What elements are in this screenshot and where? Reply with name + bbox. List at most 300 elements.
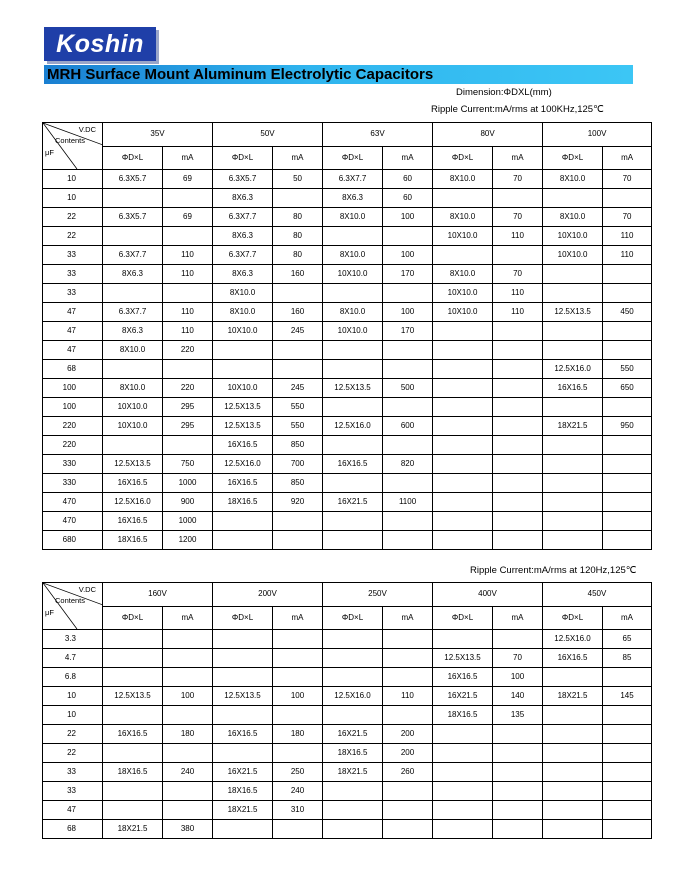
dimension-cell: 10X10.0 <box>103 398 163 417</box>
dimension-cell: 8X10.0 <box>103 341 163 360</box>
capacitance-cell: 4.7 <box>43 649 103 668</box>
capacitance-cell: 47 <box>43 322 103 341</box>
dimension-cell: 16X21.5 <box>323 725 383 744</box>
ripple-note-100khz: Ripple Current:mA/rms at 100KHz,125℃ <box>431 104 604 115</box>
ripple-cell: 450 <box>603 303 652 322</box>
ripple-cell: 110 <box>383 687 433 706</box>
ripple-cell: 200 <box>383 744 433 763</box>
table-row <box>43 322 652 341</box>
table-row <box>43 649 652 668</box>
dimension-subheader: ΦD×L <box>323 606 383 630</box>
ripple-cell: 240 <box>163 763 213 782</box>
dimension-cell <box>103 360 163 379</box>
dimension-cell <box>433 801 493 820</box>
ripple-cell: 110 <box>493 227 543 246</box>
dimension-cell <box>543 706 603 725</box>
ripple-cell <box>383 227 433 246</box>
ripple-cell <box>493 360 543 379</box>
ripple-cell: 920 <box>273 493 323 512</box>
dimension-cell: 16X16.5 <box>543 379 603 398</box>
dimension-cell: 8X6.3 <box>103 322 163 341</box>
dimension-cell: 16X16.5 <box>103 725 163 744</box>
corner-uf-label: μF <box>45 608 54 617</box>
ripple-cell: 70 <box>493 208 543 227</box>
ripple-cell <box>603 512 652 531</box>
ripple-cell: 70 <box>603 208 652 227</box>
dimension-subheader: ΦD×L <box>323 146 383 170</box>
dimension-cell <box>433 763 493 782</box>
ripple-cell: 70 <box>493 649 543 668</box>
capacitance-cell: 47 <box>43 801 103 820</box>
dimension-subheader: ΦD×L <box>103 146 163 170</box>
ripple-cell <box>493 782 543 801</box>
table-row <box>43 265 652 284</box>
dimension-cell: 16X16.5 <box>103 474 163 493</box>
dimension-cell <box>213 706 273 725</box>
ripple-cell: 145 <box>603 687 652 706</box>
dimension-cell: 18X21.5 <box>103 820 163 839</box>
dimension-cell: 10X10.0 <box>543 227 603 246</box>
ripple-cell <box>603 493 652 512</box>
ripple-cell: 260 <box>383 763 433 782</box>
dimension-subheader: ΦD×L <box>103 606 163 630</box>
ripple-subheader: mA <box>383 606 433 630</box>
ripple-cell <box>383 531 433 550</box>
table-row <box>43 284 652 303</box>
dimension-cell: 12.5X13.5 <box>213 687 273 706</box>
dimension-cell: 8X6.3 <box>103 265 163 284</box>
dimension-cell <box>103 782 163 801</box>
ripple-cell <box>493 474 543 493</box>
ripple-cell <box>603 744 652 763</box>
ripple-cell <box>493 455 543 474</box>
ripple-cell <box>273 649 323 668</box>
dimension-cell: 16X21.5 <box>323 493 383 512</box>
dimension-cell <box>433 744 493 763</box>
dimension-cell <box>103 744 163 763</box>
ripple-cell <box>603 801 652 820</box>
ripple-cell <box>383 801 433 820</box>
capacitance-cell: 33 <box>43 284 103 303</box>
corner-vdc-label: V.DC <box>78 585 96 594</box>
dimension-cell <box>213 820 273 839</box>
capacitance-cell: 10 <box>43 706 103 725</box>
ripple-cell: 180 <box>273 725 323 744</box>
table-row <box>43 531 652 550</box>
dimension-cell <box>213 360 273 379</box>
ripple-cell <box>273 744 323 763</box>
table-row <box>43 493 652 512</box>
dimension-cell <box>323 284 383 303</box>
dimension-cell: 18X16.5 <box>213 782 273 801</box>
ripple-cell: 295 <box>163 417 213 436</box>
page-title: MRH Surface Mount Aluminum Electrolytic Capacitors <box>47 66 434 83</box>
dimension-cell: 6.3X7.7 <box>103 303 163 322</box>
ripple-cell <box>603 531 652 550</box>
table-row <box>43 706 652 725</box>
ripple-subheader: mA <box>163 606 213 630</box>
ripple-cell <box>493 493 543 512</box>
ripple-cell: 135 <box>493 706 543 725</box>
dimension-cell: 8X10.0 <box>433 208 493 227</box>
capacitance-cell: 470 <box>43 512 103 531</box>
dimension-cell <box>323 782 383 801</box>
ripple-subheader: mA <box>273 606 323 630</box>
ripple-cell <box>163 227 213 246</box>
dimension-cell <box>543 801 603 820</box>
table-row <box>43 189 652 208</box>
ripple-cell: 380 <box>163 820 213 839</box>
ripple-subheader: mA <box>603 606 652 630</box>
ripple-cell <box>163 668 213 687</box>
ripple-cell: 200 <box>383 725 433 744</box>
ripple-cell <box>493 341 543 360</box>
dimension-cell: 10X10.0 <box>103 417 163 436</box>
ripple-cell <box>493 820 543 839</box>
dimension-cell <box>103 436 163 455</box>
dimension-cell: 18X21.5 <box>543 687 603 706</box>
ripple-cell: 110 <box>493 303 543 322</box>
dimension-cell <box>543 284 603 303</box>
ripple-cell <box>163 436 213 455</box>
ripple-cell <box>273 284 323 303</box>
dimension-cell <box>433 725 493 744</box>
dimension-cell <box>433 246 493 265</box>
ripple-cell: 900 <box>163 493 213 512</box>
ripple-cell <box>383 436 433 455</box>
ripple-cell: 110 <box>163 265 213 284</box>
ripple-cell: 550 <box>603 360 652 379</box>
table-row <box>43 227 652 246</box>
dimension-cell: 8X10.0 <box>433 265 493 284</box>
ripple-cell <box>273 189 323 208</box>
ripple-cell <box>163 189 213 208</box>
dimension-cell: 12.5X13.5 <box>433 649 493 668</box>
ripple-cell: 85 <box>603 649 652 668</box>
dimension-cell <box>213 668 273 687</box>
dimension-cell: 18X21.5 <box>543 417 603 436</box>
dimension-cell <box>323 341 383 360</box>
ripple-cell <box>163 360 213 379</box>
table-row <box>43 820 652 839</box>
voltage-header-450v: 450V <box>543 583 652 607</box>
dimension-cell: 6.3X5.7 <box>213 170 273 189</box>
ripple-cell <box>493 436 543 455</box>
dimension-cell <box>543 782 603 801</box>
voltage-header-200v: 200V <box>213 583 323 607</box>
ripple-cell <box>163 782 213 801</box>
dimension-cell <box>543 436 603 455</box>
capacitance-cell: 33 <box>43 782 103 801</box>
dimension-cell: 10X10.0 <box>323 322 383 341</box>
corner-contents-label: Contents <box>55 136 86 145</box>
ripple-cell <box>493 417 543 436</box>
dimension-cell: 16X16.5 <box>433 668 493 687</box>
ripple-cell: 80 <box>273 246 323 265</box>
dimension-cell <box>103 801 163 820</box>
ripple-cell <box>493 246 543 265</box>
table-row <box>43 417 652 436</box>
table-row <box>43 170 652 189</box>
ripple-cell <box>493 725 543 744</box>
dimension-cell <box>103 630 163 649</box>
dimension-cell <box>543 512 603 531</box>
dimension-cell <box>543 763 603 782</box>
ripple-cell: 220 <box>163 341 213 360</box>
voltage-header-row <box>43 583 652 607</box>
dimension-cell <box>433 322 493 341</box>
dimension-cell <box>433 189 493 208</box>
dimension-cell: 12.5X16.0 <box>543 630 603 649</box>
dimension-cell <box>213 512 273 531</box>
ripple-subheader: mA <box>493 146 543 170</box>
capacitance-cell: 470 <box>43 493 103 512</box>
dimension-cell <box>543 493 603 512</box>
ripple-cell: 110 <box>163 303 213 322</box>
dimension-cell: 6.3X7.7 <box>213 246 273 265</box>
ripple-cell: 1000 <box>163 474 213 493</box>
capacitance-cell: 22 <box>43 227 103 246</box>
dimension-cell <box>543 189 603 208</box>
voltage-header-80v: 80V <box>433 123 543 147</box>
table-row <box>43 360 652 379</box>
capacitance-cell: 680 <box>43 531 103 550</box>
ripple-cell: 850 <box>273 436 323 455</box>
ripple-subheader: mA <box>163 146 213 170</box>
dimension-cell: 18X16.5 <box>433 706 493 725</box>
ripple-cell <box>603 436 652 455</box>
dimension-cell: 8X10.0 <box>433 170 493 189</box>
ripple-cell: 100 <box>383 246 433 265</box>
dimension-cell <box>323 706 383 725</box>
corner-cell <box>43 123 103 170</box>
dimension-cell <box>543 265 603 284</box>
dimension-cell <box>543 322 603 341</box>
ripple-cell <box>383 820 433 839</box>
ripple-cell: 69 <box>163 208 213 227</box>
ripple-cell <box>603 782 652 801</box>
corner-cell <box>43 583 103 630</box>
dimension-cell: 16X21.5 <box>433 687 493 706</box>
dimension-subheader: ΦD×L <box>433 606 493 630</box>
ripple-cell <box>493 512 543 531</box>
ripple-cell <box>383 706 433 725</box>
ripple-cell <box>603 763 652 782</box>
ripple-cell <box>273 512 323 531</box>
ripple-cell: 550 <box>273 398 323 417</box>
dimension-cell <box>433 360 493 379</box>
dimension-cell <box>323 512 383 531</box>
ripple-cell <box>383 341 433 360</box>
ripple-cell: 220 <box>163 379 213 398</box>
ripple-cell: 170 <box>383 265 433 284</box>
dimension-cell: 12.5X16.0 <box>323 417 383 436</box>
ripple-cell <box>493 189 543 208</box>
dimension-cell: 18X16.5 <box>103 531 163 550</box>
dimension-cell: 18X16.5 <box>213 493 273 512</box>
capacitance-cell: 330 <box>43 474 103 493</box>
dimension-cell <box>103 649 163 668</box>
dimension-cell: 6.3X7.7 <box>103 246 163 265</box>
ripple-cell <box>383 512 433 531</box>
ripple-cell <box>603 706 652 725</box>
ripple-cell <box>273 630 323 649</box>
dimension-cell <box>103 189 163 208</box>
dimension-cell: 12.5X13.5 <box>213 417 273 436</box>
dimension-cell <box>323 820 383 839</box>
ripple-cell: 1200 <box>163 531 213 550</box>
dimension-cell <box>433 341 493 360</box>
ripple-cell: 60 <box>383 170 433 189</box>
ripple-cell <box>603 668 652 687</box>
table-row <box>43 436 652 455</box>
brand-logo: Koshin <box>44 27 156 61</box>
ripple-cell: 245 <box>273 322 323 341</box>
dimension-cell <box>433 398 493 417</box>
ripple-cell: 1000 <box>163 512 213 531</box>
ripple-subheader: mA <box>273 146 323 170</box>
corner-uf-label: μF <box>45 148 54 157</box>
capacitance-cell: 68 <box>43 360 103 379</box>
voltage-header-35v: 35V <box>103 123 213 147</box>
ripple-cell <box>273 341 323 360</box>
ripple-cell <box>383 284 433 303</box>
table-row <box>43 725 652 744</box>
ripple-subheader: mA <box>603 146 652 170</box>
ripple-cell <box>493 531 543 550</box>
capacitance-cell: 330 <box>43 455 103 474</box>
table-row <box>43 303 652 322</box>
table-row <box>43 474 652 493</box>
dimension-cell: 8X10.0 <box>103 379 163 398</box>
ripple-cell: 60 <box>383 189 433 208</box>
capacitor-table-low-voltage <box>42 122 652 550</box>
ripple-cell: 950 <box>603 417 652 436</box>
dimension-cell <box>213 630 273 649</box>
capacitance-cell: 10 <box>43 687 103 706</box>
dimension-cell: 16X16.5 <box>213 436 273 455</box>
ripple-cell: 160 <box>273 265 323 284</box>
dimension-cell <box>103 227 163 246</box>
table-row <box>43 630 652 649</box>
capacitance-cell: 47 <box>43 341 103 360</box>
ripple-cell <box>163 801 213 820</box>
dimension-cell <box>323 649 383 668</box>
dimension-cell <box>323 360 383 379</box>
ripple-cell <box>603 322 652 341</box>
dimension-cell: 16X21.5 <box>213 763 273 782</box>
dimension-cell: 16X16.5 <box>213 725 273 744</box>
ripple-cell: 245 <box>273 379 323 398</box>
capacitance-cell: 100 <box>43 379 103 398</box>
ripple-cell <box>273 668 323 687</box>
ripple-cell: 70 <box>603 170 652 189</box>
dimension-cell: 10X10.0 <box>323 265 383 284</box>
dimension-cell: 6.3X7.7 <box>213 208 273 227</box>
voltage-header-100v: 100V <box>543 123 652 147</box>
dimension-cell: 8X10.0 <box>543 170 603 189</box>
dimension-cell <box>433 493 493 512</box>
dimension-cell <box>543 668 603 687</box>
dimension-cell: 12.5X13.5 <box>103 687 163 706</box>
ripple-cell: 110 <box>603 227 652 246</box>
dimension-cell <box>433 474 493 493</box>
table-row <box>43 687 652 706</box>
ripple-cell <box>163 284 213 303</box>
dimension-cell <box>433 531 493 550</box>
dimension-cell: 16X16.5 <box>323 455 383 474</box>
voltage-header-row <box>43 123 652 147</box>
dimension-cell <box>103 706 163 725</box>
dimension-cell <box>543 820 603 839</box>
ripple-cell <box>383 360 433 379</box>
dimension-cell: 12.5X16.0 <box>323 687 383 706</box>
ripple-cell: 820 <box>383 455 433 474</box>
ripple-cell <box>383 630 433 649</box>
ripple-cell <box>273 531 323 550</box>
table-row <box>43 246 652 265</box>
capacitance-cell: 10 <box>43 189 103 208</box>
dimension-cell <box>103 668 163 687</box>
ripple-cell: 140 <box>493 687 543 706</box>
dimension-cell <box>213 744 273 763</box>
dimension-cell: 8X10.0 <box>323 246 383 265</box>
ripple-cell: 100 <box>493 668 543 687</box>
dimension-cell: 8X10.0 <box>543 208 603 227</box>
dimension-cell: 12.5X16.0 <box>213 455 273 474</box>
dimension-cell <box>543 531 603 550</box>
dimension-cell: 18X16.5 <box>103 763 163 782</box>
ripple-cell: 80 <box>273 208 323 227</box>
ripple-cell: 250 <box>273 763 323 782</box>
ripple-cell: 295 <box>163 398 213 417</box>
capacitor-table-high-voltage <box>42 582 652 839</box>
corner-contents-label: Contents <box>55 596 86 605</box>
ripple-cell <box>163 649 213 668</box>
dimension-cell: 10X10.0 <box>433 303 493 322</box>
capacitance-cell: 22 <box>43 208 103 227</box>
capacitance-cell: 47 <box>43 303 103 322</box>
capacitance-cell: 33 <box>43 763 103 782</box>
ripple-cell: 500 <box>383 379 433 398</box>
dimension-cell <box>433 455 493 474</box>
ripple-cell: 750 <box>163 455 213 474</box>
ripple-cell <box>493 379 543 398</box>
dimension-cell: 10X10.0 <box>213 379 273 398</box>
voltage-header-160v: 160V <box>103 583 213 607</box>
dimension-cell <box>433 417 493 436</box>
dimension-subheader: ΦD×L <box>543 606 603 630</box>
ripple-cell: 69 <box>163 170 213 189</box>
dimension-cell: 18X16.5 <box>323 744 383 763</box>
ripple-cell: 160 <box>273 303 323 322</box>
dimension-cell: 18X21.5 <box>213 801 273 820</box>
ripple-cell <box>383 474 433 493</box>
voltage-header-250v: 250V <box>323 583 433 607</box>
dimension-cell <box>213 341 273 360</box>
ripple-cell <box>603 455 652 474</box>
dimension-cell: 8X10.0 <box>213 303 273 322</box>
ripple-cell <box>383 668 433 687</box>
table-row <box>43 455 652 474</box>
dimension-note: Dimension:ΦDXL(mm) <box>456 87 552 98</box>
dimension-cell: 8X10.0 <box>323 208 383 227</box>
capacitance-cell: 3.3 <box>43 630 103 649</box>
ripple-cell: 100 <box>163 687 213 706</box>
dimension-cell: 12.5X13.5 <box>543 303 603 322</box>
table-row <box>43 512 652 531</box>
ripple-subheader: mA <box>383 146 433 170</box>
